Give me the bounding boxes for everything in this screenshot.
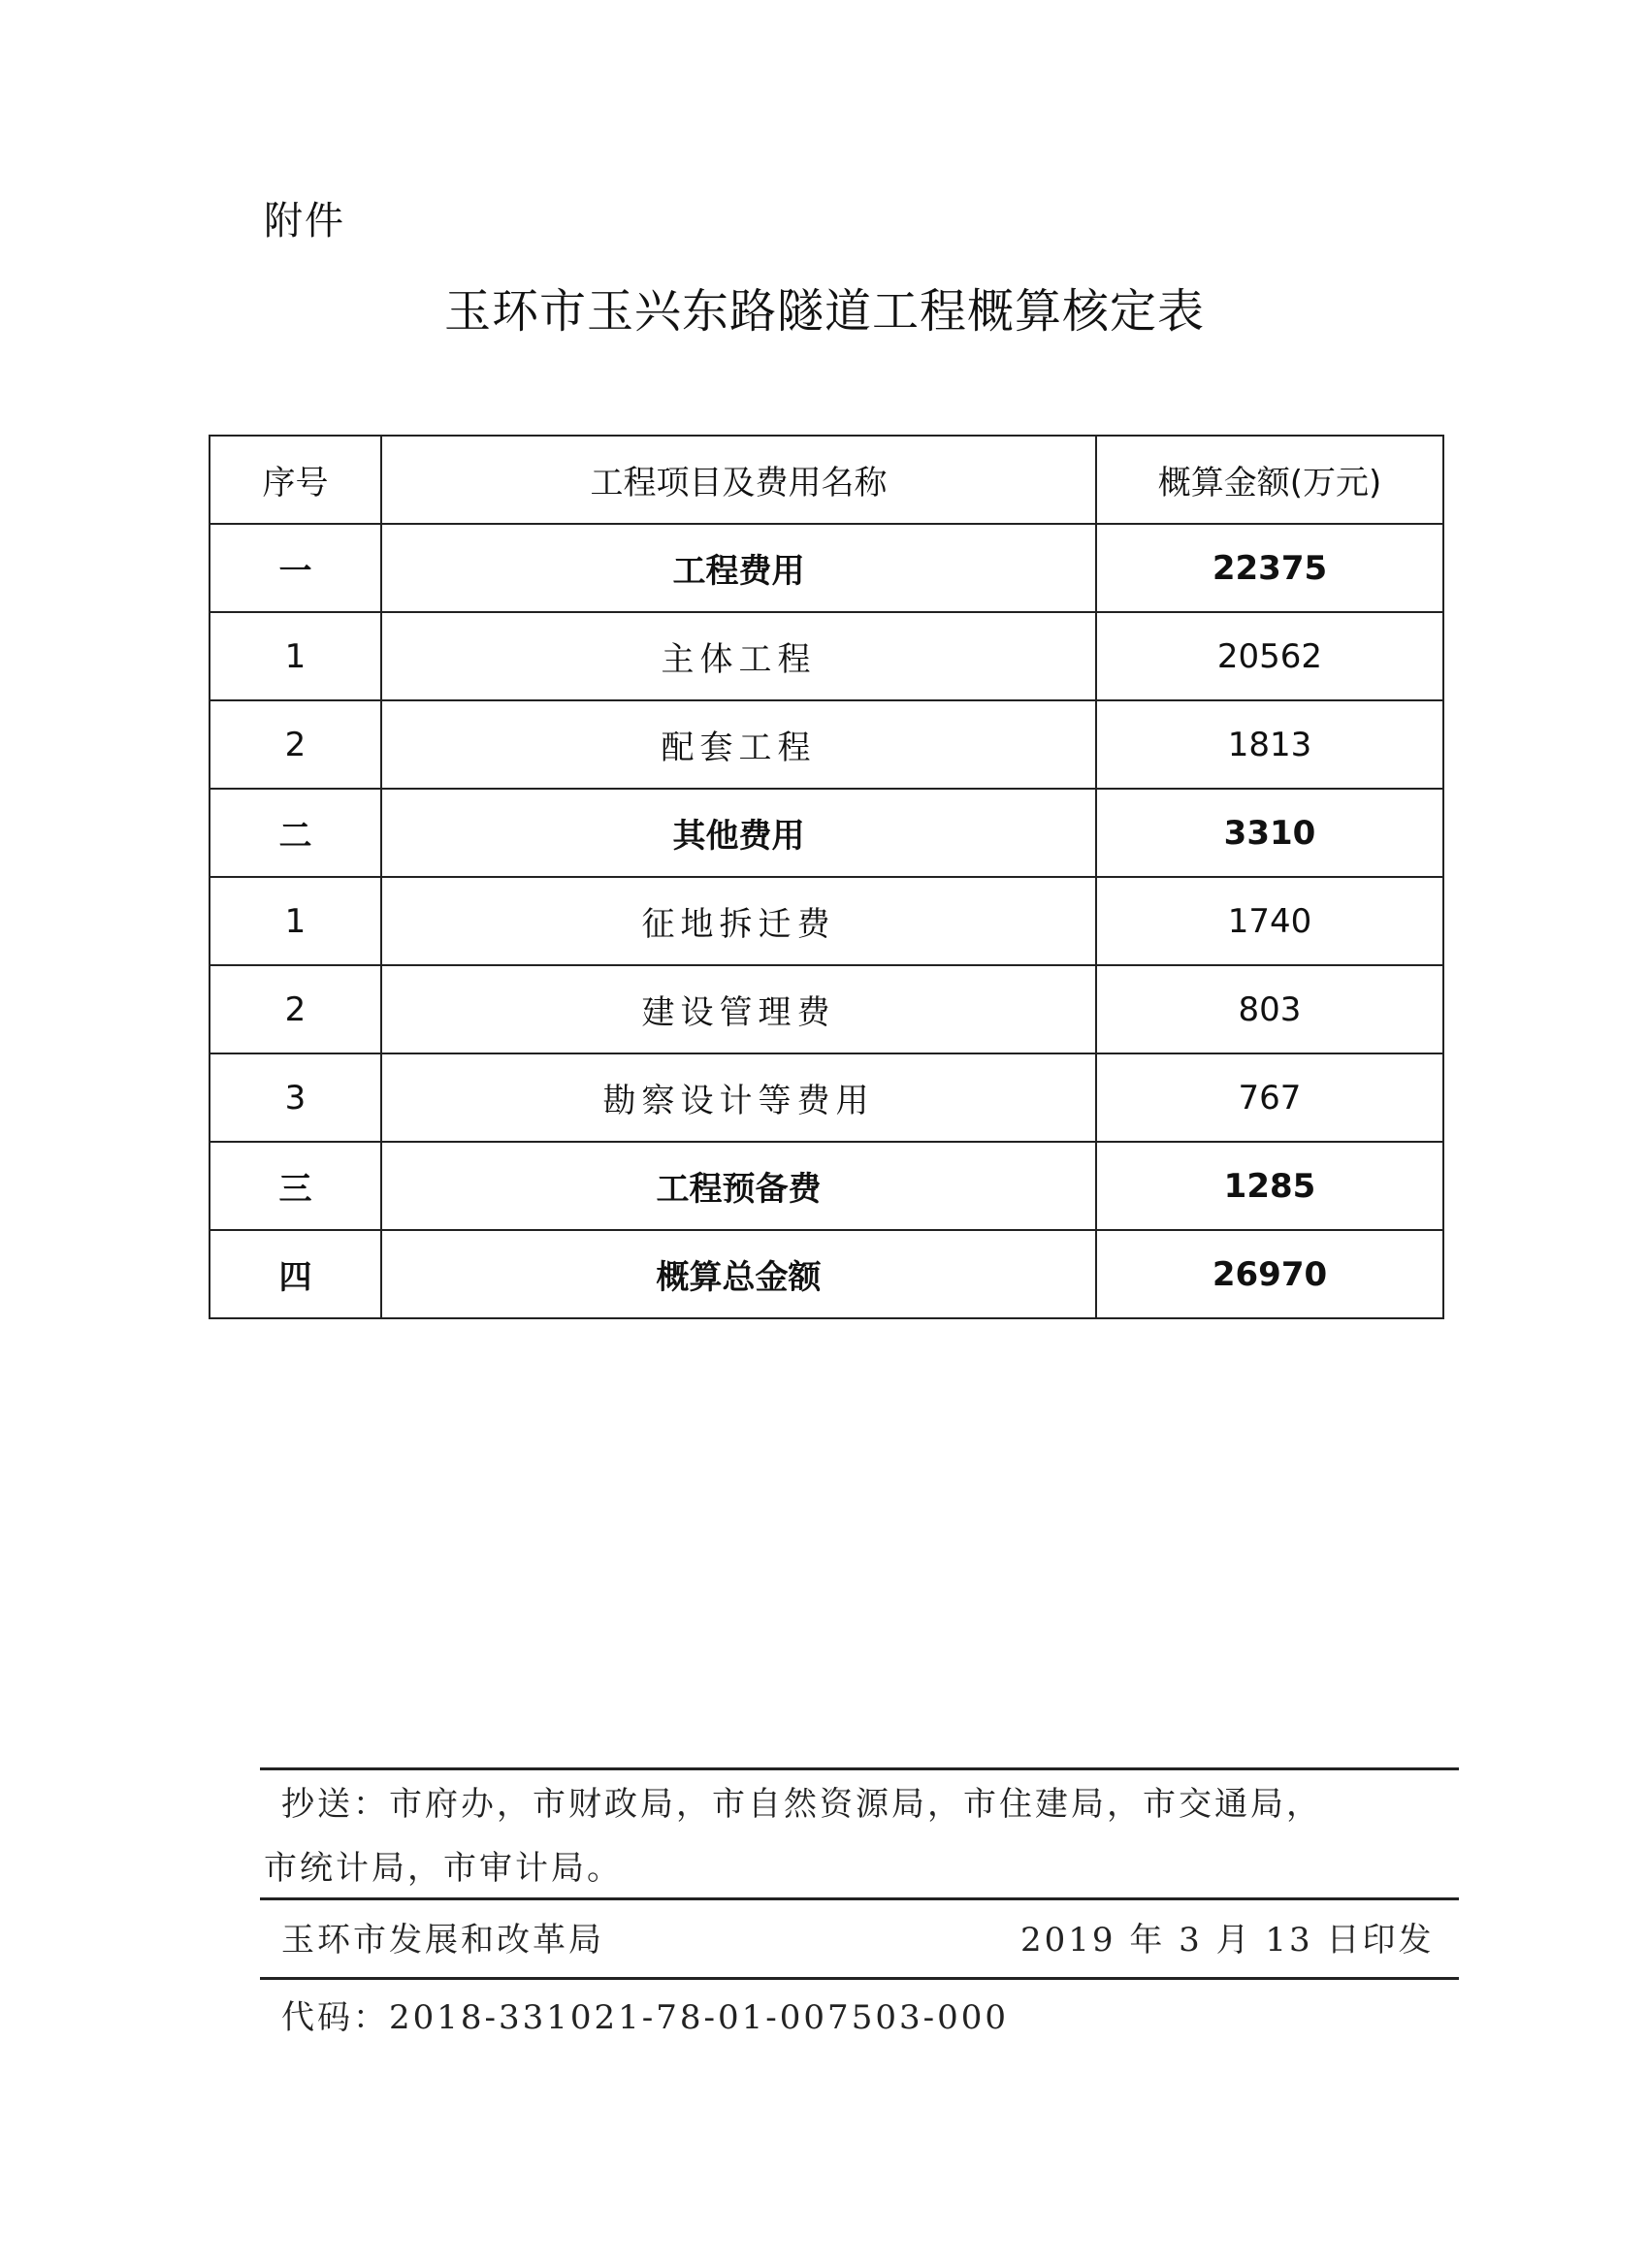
row-amount: 1285	[1096, 1142, 1443, 1230]
row-seq: 1	[210, 612, 381, 700]
row-amount: 20562	[1096, 612, 1443, 700]
table-row	[210, 965, 1443, 1053]
row-name: 建设管理费	[381, 965, 1096, 1053]
footer-divider-middle	[260, 1897, 1459, 1900]
row-name: 勘察设计等费用	[381, 1053, 1096, 1142]
row-seq: 二	[210, 789, 381, 877]
row-seq: 2	[210, 965, 381, 1053]
estimate-table	[209, 435, 1444, 1319]
row-amount: 1813	[1096, 700, 1443, 789]
header-seq: 序号	[210, 436, 381, 524]
row-name: 工程费用	[381, 524, 1096, 612]
table-row	[210, 700, 1443, 789]
attachment-label: 附件	[264, 199, 345, 243]
row-seq: 2	[210, 700, 381, 789]
header-amount: 概算金额(万元)	[1096, 436, 1443, 524]
footer-divider-top	[260, 1767, 1459, 1770]
row-seq: 四	[210, 1230, 381, 1318]
table-row	[210, 524, 1443, 612]
row-amount: 22375	[1096, 524, 1443, 612]
table-row	[210, 1230, 1443, 1318]
row-amount: 767	[1096, 1053, 1443, 1142]
table-row	[210, 612, 1443, 700]
table-row	[210, 789, 1443, 877]
issuer-name: 玉环市发展和改革局	[281, 1921, 604, 1960]
row-amount: 1740	[1096, 877, 1443, 965]
row-seq: 三	[210, 1142, 381, 1230]
table-header-row	[210, 436, 1443, 524]
row-seq: 3	[210, 1053, 381, 1142]
header-name: 工程项目及费用名称	[381, 436, 1096, 524]
table-row	[210, 877, 1443, 965]
row-name: 配套工程	[381, 700, 1096, 789]
row-name: 其他费用	[381, 789, 1096, 877]
cc-line-1: 抄送：市府办，市财政局，市自然资源局，市住建局，市交通局，	[281, 1785, 1322, 1824]
row-amount: 803	[1096, 965, 1443, 1053]
row-name: 征地拆迁费	[381, 877, 1096, 965]
project-code: 代码：2018-331021-78-01-007503-000	[281, 1998, 1009, 2037]
document-title: 玉环市玉兴东路隧道工程概算核定表	[443, 284, 1205, 339]
row-seq: 一	[210, 524, 381, 612]
row-seq: 1	[210, 877, 381, 965]
footer-divider-bottom	[260, 1977, 1459, 1980]
row-amount: 26970	[1096, 1230, 1443, 1318]
table-row	[210, 1053, 1443, 1142]
issue-date: 2019 年 3 月 13 日印发	[1020, 1921, 1435, 1960]
table-row	[210, 1142, 1443, 1230]
row-name: 主体工程	[381, 612, 1096, 700]
cc-line-2: 市统计局，市审计局。	[264, 1849, 623, 1888]
row-name: 工程预备费	[381, 1142, 1096, 1230]
row-amount: 3310	[1096, 789, 1443, 877]
row-name: 概算总金额	[381, 1230, 1096, 1318]
